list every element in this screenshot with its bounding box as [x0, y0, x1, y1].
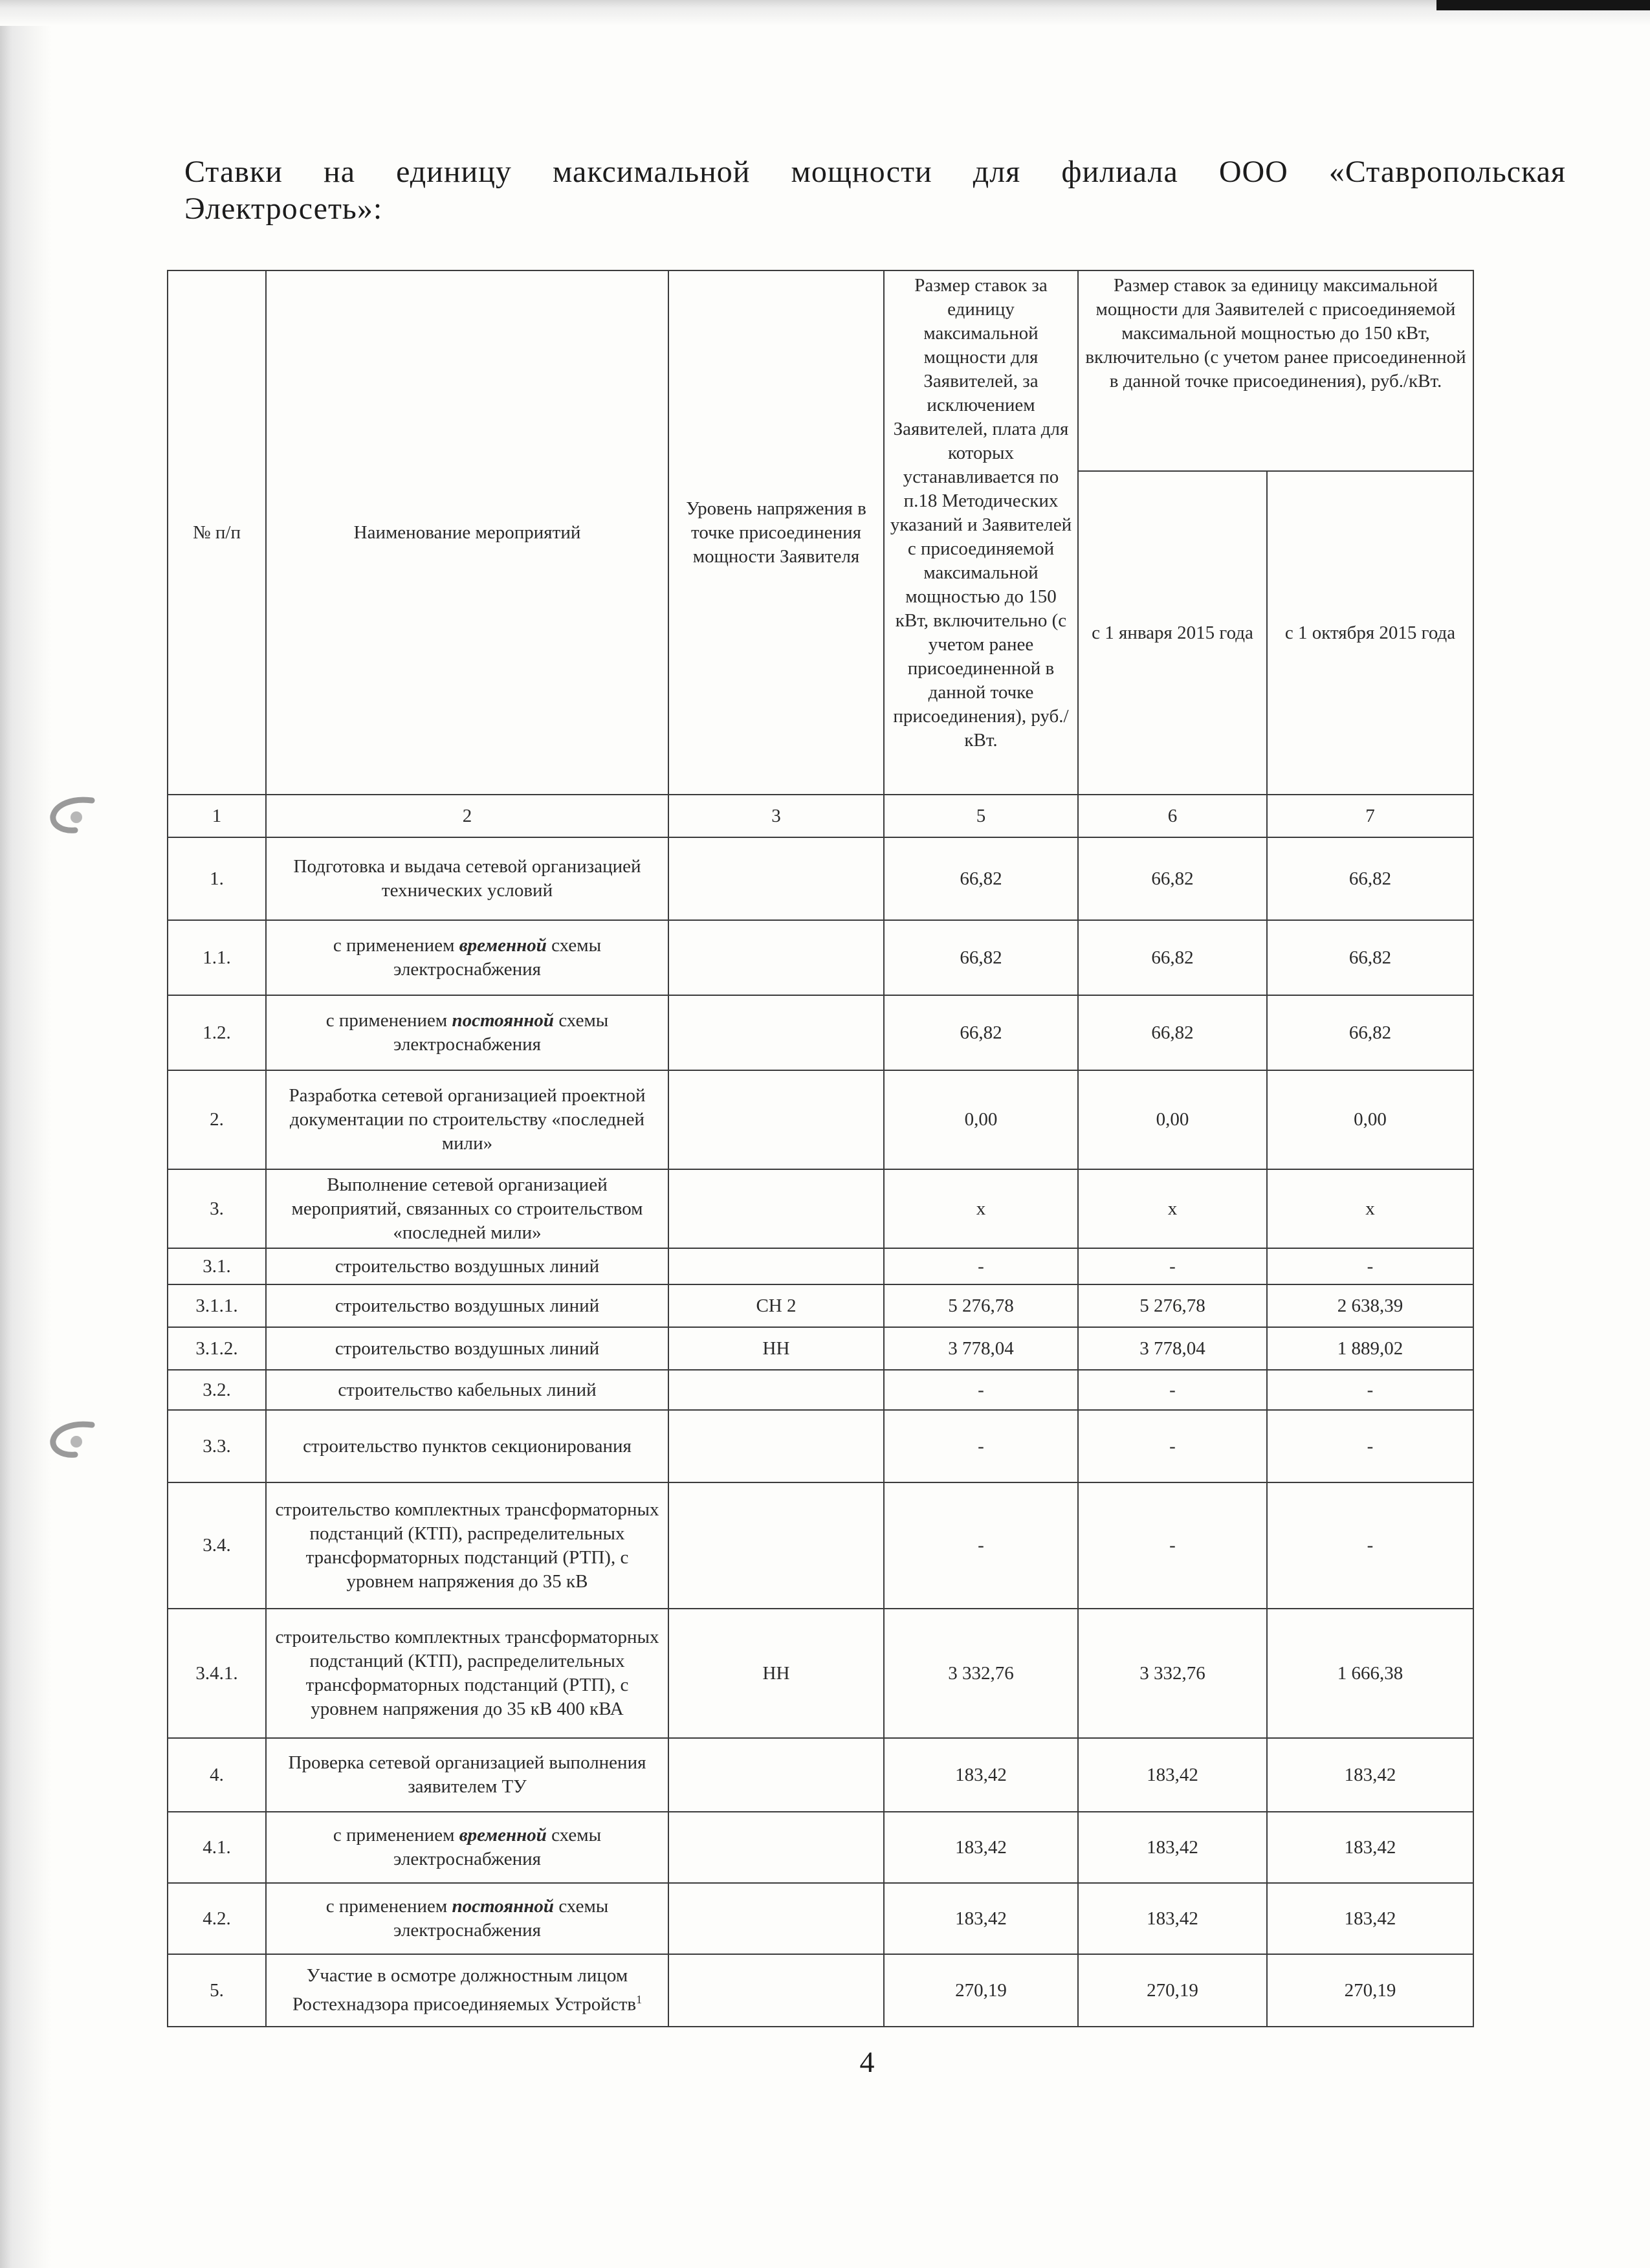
table-row — [168, 837, 1473, 920]
row-activity-name — [266, 1883, 668, 1954]
row-voltage-level — [668, 1482, 884, 1609]
row-rate-general: - — [884, 1410, 1078, 1482]
row-rate-general: 183,42 — [884, 1738, 1078, 1812]
row-number: 3.1.1. — [168, 1284, 266, 1327]
row-voltage-level — [668, 1954, 884, 2027]
table-row — [168, 1169, 1473, 1248]
row-voltage-level — [668, 1370, 884, 1410]
row-rate-from-jan: 5 276,78 — [1078, 1284, 1267, 1327]
row-rate-general: 5 276,78 — [884, 1284, 1078, 1327]
activity-text: строительство воздушных линий — [335, 1338, 600, 1359]
row-rate-from-jan: - — [1078, 1248, 1267, 1284]
activity-text: Выполнение сетевой организацией мероприятий, связанных со строительством «последней мили» — [291, 1174, 643, 1243]
row-voltage-level — [668, 1738, 884, 1812]
scan-top-edge — [0, 0, 1650, 26]
rates-table — [167, 270, 1474, 2027]
activity-text-end: схемы электроснабжения — [393, 1010, 609, 1055]
row-activity-name — [266, 995, 668, 1070]
row-number: 3.1. — [168, 1248, 266, 1284]
row-number: 1. — [168, 837, 266, 920]
activity-text: Участие в осмотре должностным лицом Ростехнадзора присоединяемых Устройств — [292, 1965, 637, 2015]
document-heading-line2: Электросеть»: — [184, 192, 383, 226]
row-rate-from-jan: 66,82 — [1078, 920, 1267, 995]
row-rate-from-jan: 270,19 — [1078, 1954, 1267, 2027]
row-number: 3.2. — [168, 1370, 266, 1410]
row-activity-name — [266, 1954, 668, 2027]
header-from-jan: с 1 января 2015 года — [1078, 471, 1267, 795]
column-number: 2 — [266, 795, 668, 837]
activity-text: строительство воздушных линий — [335, 1295, 600, 1316]
row-activity-name — [266, 1738, 668, 1812]
row-voltage-level — [668, 1169, 884, 1248]
activity-text-end: схемы электроснабжения — [393, 935, 602, 980]
row-rate-from-jan: 66,82 — [1078, 995, 1267, 1070]
row-number: 1.2. — [168, 995, 266, 1070]
activity-text: с применением — [333, 1825, 459, 1845]
row-rate-from-oct: 183,42 — [1267, 1812, 1473, 1883]
page-number: 4 — [859, 2045, 875, 2078]
row-number: 5. — [168, 1954, 266, 2027]
activity-text: строительство комплектных трансформаторных подстанций (КТП), распределительных трансформаторных подстанций (РТП), с уровнем напряжения до 35 кВ 400 кВА — [275, 1627, 659, 1719]
header-name: Наименование мероприятий — [266, 270, 668, 795]
table-row — [168, 920, 1473, 995]
column-number: 5 — [884, 795, 1078, 837]
row-activity-name — [266, 920, 668, 995]
row-activity-name — [266, 1370, 668, 1410]
row-rate-general: - — [884, 1482, 1078, 1609]
footnote-marker: 1 — [636, 1993, 643, 2007]
row-rate-from-jan: 183,42 — [1078, 1883, 1267, 1954]
row-rate-from-oct: - — [1267, 1410, 1473, 1482]
binder-hole-mark — [47, 1417, 97, 1462]
row-activity-name — [266, 1482, 668, 1609]
activity-text: Разработка сетевой организацией проектной документации по строительству «последней мили» — [289, 1085, 646, 1154]
table-row — [168, 1327, 1473, 1370]
binder-hole-mark — [47, 793, 97, 838]
row-voltage-level — [668, 1410, 884, 1482]
row-rate-general: - — [884, 1370, 1078, 1410]
header-rate-150kw: Размер ставок за единицу максимальной мощности для Заявителей с присоединяемой максимальной мощностью до 150 кВт, включительно (с учетом ранее присоединенной в данной точке присоединения), руб./кВт. — [1078, 270, 1473, 471]
row-activity-name — [266, 1327, 668, 1370]
row-number: 3.4. — [168, 1482, 266, 1609]
row-rate-from-oct: - — [1267, 1370, 1473, 1410]
row-rate-general: 3 778,04 — [884, 1327, 1078, 1370]
row-rate-from-oct: 1 666,38 — [1267, 1609, 1473, 1738]
table-row — [168, 1482, 1473, 1609]
row-voltage-level — [668, 1883, 884, 1954]
row-rate-from-oct: 66,82 — [1267, 837, 1473, 920]
column-number: 7 — [1267, 795, 1473, 837]
row-voltage-level: НН — [668, 1609, 884, 1738]
row-number: 1.1. — [168, 920, 266, 995]
row-activity-name — [266, 837, 668, 920]
row-rate-from-jan: - — [1078, 1482, 1267, 1609]
row-rate-general: 0,00 — [884, 1070, 1078, 1169]
row-voltage-level — [668, 1812, 884, 1883]
scan-corner-mark — [1436, 0, 1650, 10]
row-voltage-level — [668, 1070, 884, 1169]
activity-emphasis: временной — [459, 1825, 547, 1845]
row-rate-general: 183,42 — [884, 1883, 1078, 1954]
row-rate-from-oct: 2 638,39 — [1267, 1284, 1473, 1327]
row-rate-from-jan: - — [1078, 1410, 1267, 1482]
row-activity-name — [266, 1169, 668, 1248]
table-row — [168, 1883, 1473, 1954]
activity-text: с применением — [325, 1896, 452, 1917]
header-num: № п/п — [168, 270, 266, 795]
header-rate-general: Размер ставок за единицу максимальной мощности для Заявителей, за исключением Заявителей, плата для которых устанавливается по п.18 Методических указаний и Заявителей с присоединяемой максимальной мощностью до 150 кВт, включительно (с учетом ранее присоединенной в данной точке присоединения), руб./кВт. — [884, 270, 1078, 795]
activity-text: Подготовка и выдача сетевой организацией технических условий — [293, 856, 641, 901]
row-rate-from-jan: - — [1078, 1370, 1267, 1410]
row-rate-from-jan: 183,42 — [1078, 1812, 1267, 1883]
activity-text: строительство комплектных трансформаторных подстанций (КТП), распределительных трансформаторных подстанций (РТП), с уровнем напряжения до 35 кВ — [275, 1499, 659, 1592]
row-rate-from-oct: 183,42 — [1267, 1738, 1473, 1812]
activity-text-end: схемы электроснабжения — [393, 1896, 609, 1941]
activity-text: строительство кабельных линий — [338, 1379, 597, 1400]
row-voltage-level: НН — [668, 1327, 884, 1370]
row-rate-from-jan: 3 778,04 — [1078, 1327, 1267, 1370]
row-voltage-level — [668, 1248, 884, 1284]
activity-emphasis: временной — [459, 935, 547, 956]
activity-emphasis: постоянной — [452, 1010, 555, 1031]
row-rate-from-jan: х — [1078, 1169, 1267, 1248]
row-rate-from-jan: 183,42 — [1078, 1738, 1267, 1812]
row-rate-from-jan: 3 332,76 — [1078, 1609, 1267, 1738]
row-rate-from-oct: 0,00 — [1267, 1070, 1473, 1169]
row-rate-from-oct: 1 889,02 — [1267, 1327, 1473, 1370]
row-activity-name — [266, 1410, 668, 1482]
row-number: 3.3. — [168, 1410, 266, 1482]
activity-emphasis: постоянной — [452, 1896, 555, 1917]
column-number: 3 — [668, 795, 884, 837]
row-number: 3.4.1. — [168, 1609, 266, 1738]
row-rate-from-oct: 66,82 — [1267, 995, 1473, 1070]
row-number: 3.1.2. — [168, 1327, 266, 1370]
scan-left-edge — [0, 0, 52, 2268]
row-rate-from-jan: 0,00 — [1078, 1070, 1267, 1169]
row-rate-general: 66,82 — [884, 920, 1078, 995]
row-rate-general: 270,19 — [884, 1954, 1078, 2027]
row-number: 4.1. — [168, 1812, 266, 1883]
table-row — [168, 1609, 1473, 1738]
row-rate-general: 66,82 — [884, 837, 1078, 920]
table-row — [168, 995, 1473, 1070]
row-activity-name — [266, 1609, 668, 1738]
row-voltage-level — [668, 995, 884, 1070]
table-row — [168, 1248, 1473, 1284]
row-activity-name — [266, 1812, 668, 1883]
table-row — [168, 1370, 1473, 1410]
row-activity-name — [266, 1284, 668, 1327]
activity-text: с применением — [333, 935, 459, 956]
activity-text: строительство воздушных линий — [335, 1255, 600, 1277]
row-rate-from-jan: 66,82 — [1078, 837, 1267, 920]
table-row — [168, 1410, 1473, 1482]
document-heading: Ставки на единицу максимальной мощности для филиала ООО «Ставропольская — [184, 155, 1566, 189]
table-row — [168, 1070, 1473, 1169]
row-number: 4.2. — [168, 1883, 266, 1954]
row-number: 2. — [168, 1070, 266, 1169]
row-rate-general: 3 332,76 — [884, 1609, 1078, 1738]
row-voltage-level: СН 2 — [668, 1284, 884, 1327]
row-number: 4. — [168, 1738, 266, 1812]
column-number-row — [168, 795, 1473, 837]
activity-text: с применением — [325, 1010, 452, 1031]
row-rate-from-oct: х — [1267, 1169, 1473, 1248]
column-number: 1 — [168, 795, 266, 837]
row-rate-general: 183,42 — [884, 1812, 1078, 1883]
header-from-oct: с 1 октября 2015 года — [1267, 471, 1473, 795]
activity-text: Проверка сетевой организацией выполнения заявителем ТУ — [288, 1752, 646, 1797]
row-activity-name — [266, 1070, 668, 1169]
row-number: 3. — [168, 1169, 266, 1248]
row-rate-general: х — [884, 1169, 1078, 1248]
row-rate-general: - — [884, 1248, 1078, 1284]
row-rate-from-oct: - — [1267, 1248, 1473, 1284]
table-row — [168, 1284, 1473, 1327]
row-voltage-level — [668, 920, 884, 995]
row-activity-name — [266, 1248, 668, 1284]
activity-text-end: схемы электроснабжения — [393, 1825, 602, 1869]
table-row — [168, 1738, 1473, 1812]
activity-text: строительство пунктов секционирования — [303, 1435, 632, 1457]
table-row — [168, 1954, 1473, 2027]
row-voltage-level — [668, 837, 884, 920]
row-rate-from-oct: 66,82 — [1267, 920, 1473, 995]
table-row — [168, 1812, 1473, 1883]
header-voltage-level: Уровень напряжения в точке присоединения мощности Заявителя — [668, 270, 884, 795]
row-rate-from-oct: - — [1267, 1482, 1473, 1609]
row-rate-from-oct: 270,19 — [1267, 1954, 1473, 2027]
row-rate-from-oct: 183,42 — [1267, 1883, 1473, 1954]
column-number: 6 — [1078, 795, 1267, 837]
table-body — [168, 837, 1473, 2027]
row-rate-general: 66,82 — [884, 995, 1078, 1070]
